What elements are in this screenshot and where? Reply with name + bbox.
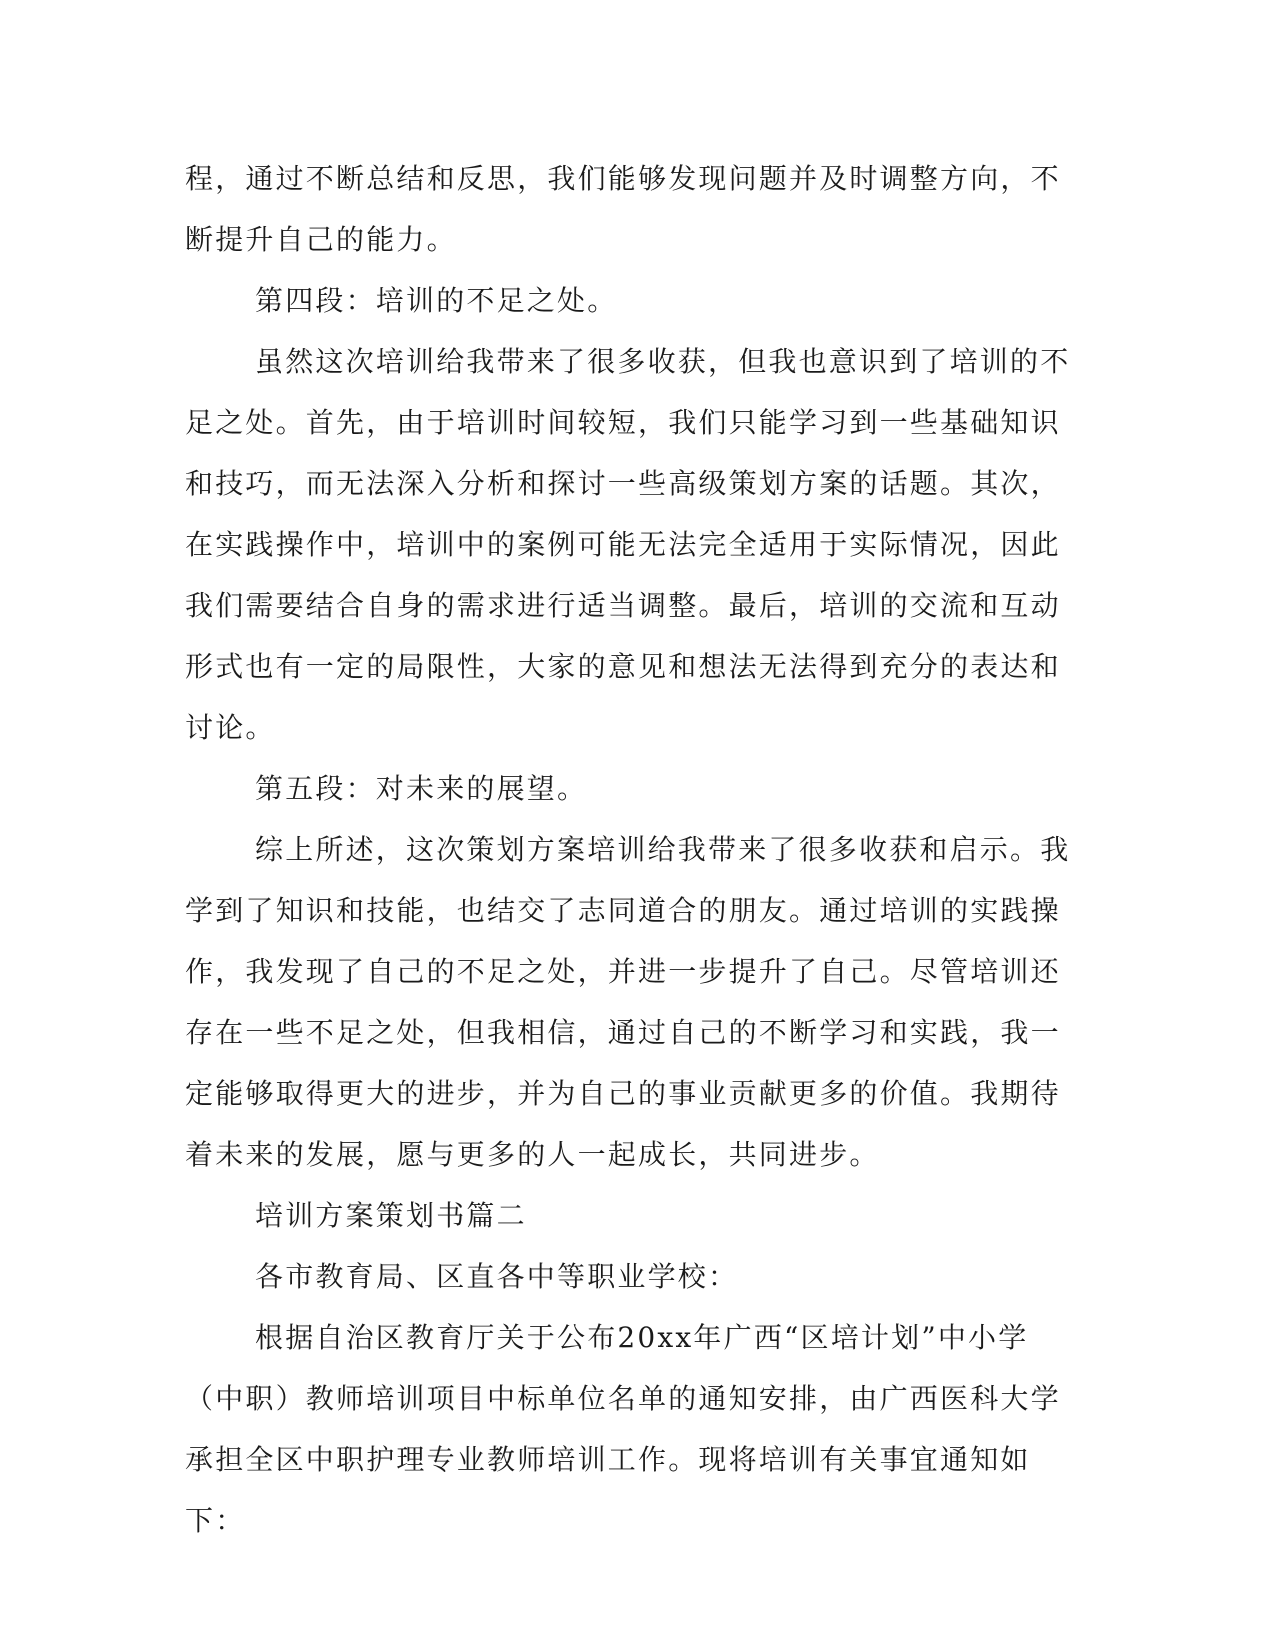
section-heading-5: 第五段：对未来的展望。 xyxy=(255,772,588,805)
section-heading-4: 第四段：培训的不足之处。 xyxy=(255,284,618,317)
document-body xyxy=(185,148,1075,1551)
paragraph-outlook: 综上所述，这次策划方案培训给我带来了很多收获和启示。我学到了知识和技能，也结交了志同道合的朋友。通过培训的实践操作，我发现了自己的不足之处，并进一步提升了自己。尽管培训还存在一些不足之处，但我相信，通过自己的不断学习和实践，我一定能够取得更大的进步，并为自己的事业贡献更多的价值。我期待着未来的发展，愿与更多的人一起成长，共同进步。 xyxy=(185,833,1071,1171)
salutation: 各市教育局、区直各中等职业学校： xyxy=(255,1260,739,1293)
paragraph-continuation: 程，通过不断总结和反思，我们能够发现问题并及时调整方向，不断提升自己的能力。 xyxy=(185,162,1061,256)
paragraph-shortcomings: 虽然这次培训给我带来了很多收获，但我也意识到了培训的不足之处。首先，由于培训时间较短，我们只能学习到一些基础知识和技巧，而无法深入分析和探讨一些高级策划方案的话题。其次，在实践操作中，培训中的案例可能无法完全适用于实际情况，因此我们需要结合自身的需求进行适当调整。最后，培训的交流和互动形式也有一定的局限性，大家的意见和想法无法得到充分的表达和讨论。 xyxy=(185,345,1071,744)
article-title: 培训方案策划书篇二 xyxy=(255,1199,527,1232)
paragraph-notice: 根据自治区教育厅关于公布20xx年广西“区培计划”中小学（中职）教师培训项目中标单位名单的通知安排，由广西医科大学承担全区中职护理专业教师培训工作。现将培训有关事宜通知如下： xyxy=(185,1321,1061,1537)
